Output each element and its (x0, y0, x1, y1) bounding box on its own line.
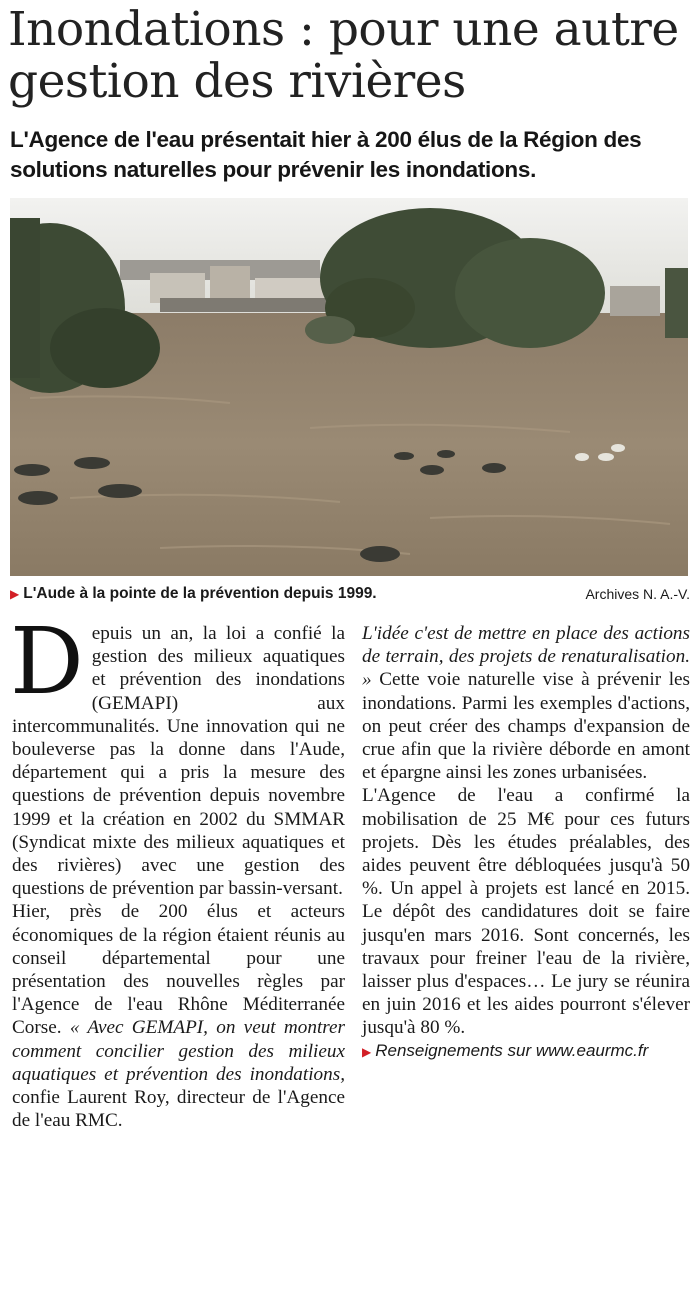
article-column-right (362, 622, 690, 1063)
article-standfirst: L'Agence de l'eau présentait hier à 200 élus de la Région des solutions naturelles pour prévenir les inondations. (10, 127, 642, 182)
quote-1: « Avec GEMAPI, on veut montrer comment concilier gestion des milieux aquatiques et prévention des inondations, (12, 1017, 346, 1085)
quote-attribution: confie Laurent Roy, directeur de l'Agence de l'eau RMC. (12, 1087, 345, 1132)
article-column-left (10, 608, 346, 1132)
paragraph-1-text: epuis un an, la loi a confié la gestion des milieux aquatiques et prévention des inondations (GEMAPI) aux intercommunalités. Une innovation qui ne bouleverse pas la donne dans l'Aude, département qui a pris la mesure des questions de prévention depuis novembre 1999 et la création en 2002 du SMMAR (Syndicat mixte des milieux aquatiques et des rivières) avec une gestion des questions de prévention par bassin-versant. (12, 623, 345, 900)
photo-caption (10, 583, 690, 605)
article-headline: Inondations : pour une autre gestion des rivières (8, 2, 679, 109)
tree-right (665, 268, 688, 338)
photo-credit: Archives N. A.-V. (585, 586, 690, 602)
caption-text: L'Aude à la pointe de la prévention depuis 1999. (23, 585, 377, 602)
paragraph-2 (12, 900, 345, 1132)
info-arrow-icon: ▶ (362, 1044, 372, 1059)
quote-2: L'idée c'est de mettre en place des actions de terrain, des projets de renaturalisation. » (362, 623, 690, 691)
paragraph-2-continued (362, 622, 690, 784)
paragraph-2-end: Cette voie naturelle vise à prévenir les inondations. Parmi les exemples d'actions, on peut créer des champs d'expansion de crue afin que la rivière déborde en amont et épargne ainsi les zones urbanisées. (362, 669, 691, 784)
paragraph-3: L'Agence de l'eau a confirmé la mobilisation de 25 M€ pour ces futurs projets. Dès les études préalables, des aides peuvent être débloquées jusqu'à 50 %. Un appel à projets est lancé en 2015. Le dépôt des candidatures doit se faire jusqu'en mars 2016. Sont concernés, les travaux pour freiner l'eau de la rivière, laisser plus d'espaces… Le jury se réunira en juin 2016 et les aides pourront s'élever jusqu'à 80 %. (362, 785, 690, 1039)
info-text[interactable]: Renseignements sur www.eaurmc.fr (375, 1040, 649, 1060)
paragraph-2-text: Hier, près de 200 élus et acteurs économiques de la région étaient réunis au conseil départemental pour une présentation des nouvelles règles par l'Agence de l'eau Rhône Méditerranée Corse. (12, 901, 345, 1039)
photo-illustration (10, 198, 688, 576)
paragraph-1 (10, 608, 345, 900)
caption-arrow-icon: ▶ (10, 587, 20, 601)
info-line (362, 1040, 690, 1063)
drop-cap: D (10, 608, 84, 715)
flooded-river-photo (10, 198, 688, 576)
